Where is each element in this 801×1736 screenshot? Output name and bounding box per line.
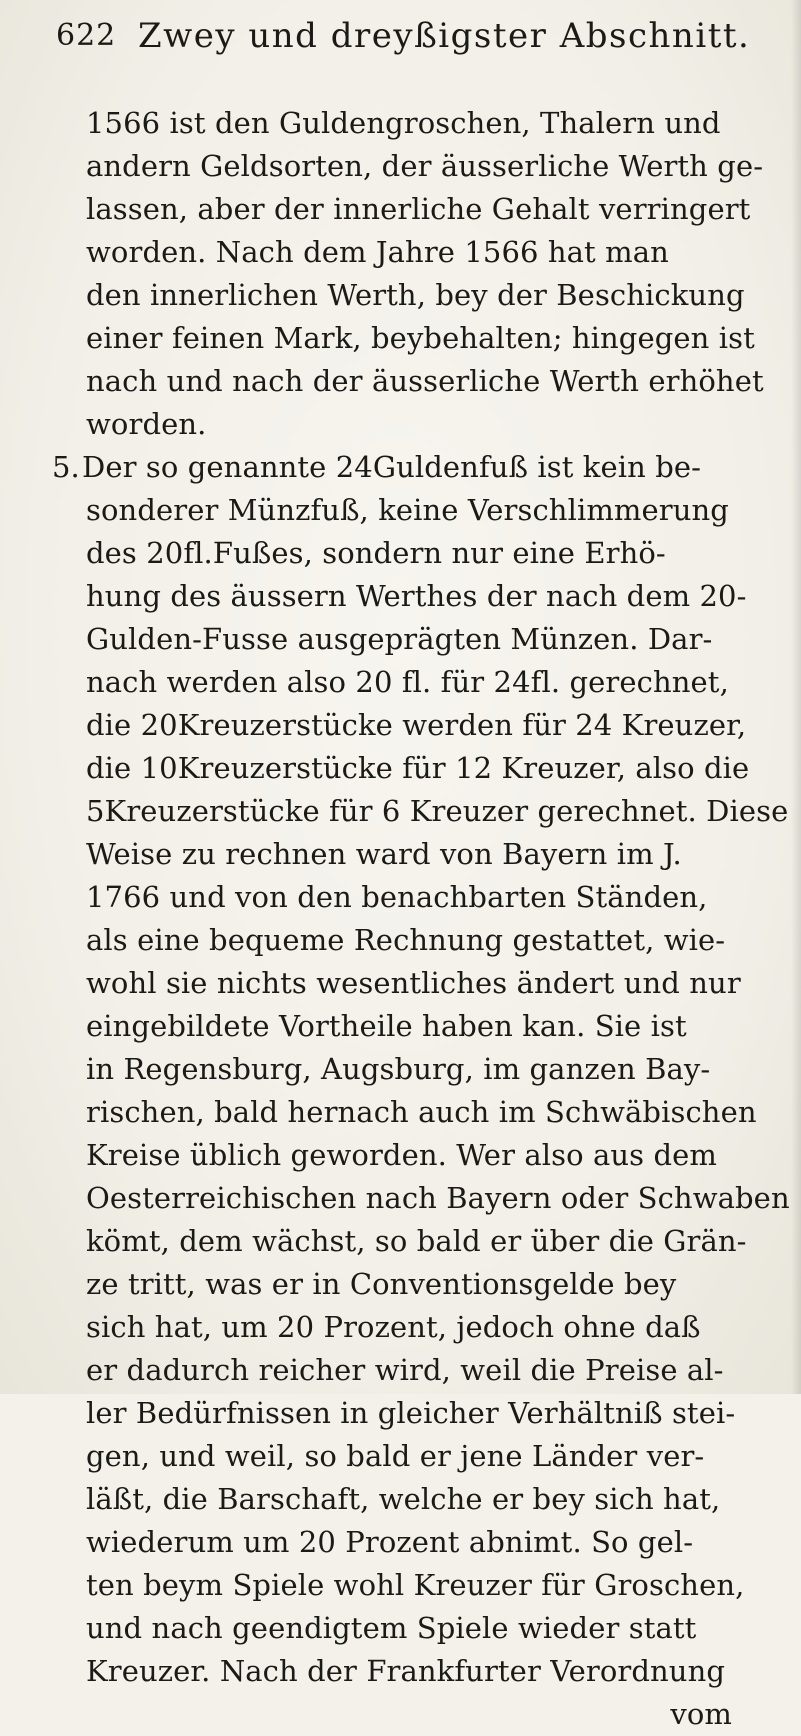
paragraph-number: 5. [52, 450, 80, 484]
text-line: Kreuzer. Nach der Frankfurter Verordnung [86, 1654, 726, 1688]
page-header [56, 8, 776, 68]
text-line: als eine bequeme Rechnung gestattet, wie- [86, 923, 726, 957]
text-line: wiederum um 20 Prozent abnimt. So gel- [86, 1525, 694, 1559]
page-edge-shadow [791, 0, 801, 1394]
text-line: kömt, dem wächst, so bald er über die Grän- [86, 1224, 747, 1258]
text-line: worden. [86, 407, 207, 441]
running-title: Zwey und dreyßigster Abschnitt. [138, 16, 751, 56]
text-line: Weise zu rechnen ward von Bayern im J. [86, 837, 682, 871]
paragraph-start-line [52, 446, 732, 489]
text-line: 1766 und von den benachbarten Ständen, [86, 880, 708, 914]
text-line: in Regensburg, Augsburg, im ganzen Bay- [86, 1052, 711, 1086]
text-line: Der so genannte 24Guldenfuß ist kein be- [82, 450, 702, 484]
text-line: Oesterreichischen nach Bayern oder Schwaben [86, 1181, 790, 1215]
text-line: 5Kreuzerstücke für 6 Kreuzer gerechnet. Diese [86, 794, 789, 828]
text-line: des 20fl.Fußes, sondern nur eine Erhö- [86, 536, 666, 570]
text-line: den innerlichen Werth, bey der Beschickung [86, 278, 745, 312]
text-line: Kreise üblich geworden. Wer also aus dem [86, 1138, 717, 1172]
text-line: läßt, die Barschaft, welche er bey sich hat, [86, 1482, 721, 1516]
text-line: andern Geldsorten, der äusserliche Werth ge- [86, 149, 764, 183]
page-number: 622 [56, 18, 117, 53]
text-line: nach und nach der äusserliche Werth erhöhet [86, 364, 764, 398]
text-line: sich hat, um 20 Prozent, jedoch ohne daß [86, 1310, 701, 1344]
text-line: ler Bedürfnissen in gleicher Verhältniß stei- [86, 1396, 736, 1430]
text-line: einer feinen Mark, beybehalten; hingegen ist [86, 321, 755, 355]
text-line: Gulden-Fusse ausgeprägten Münzen. Dar- [86, 622, 713, 656]
text-line: die 10Kreuzerstücke für 12 Kreuzer, also die [86, 751, 750, 785]
text-line: nach werden also 20 fl. für 24fl. gerechnet, [86, 665, 729, 699]
text-line: sonderer Münzfuß, keine Verschlimmerung [86, 493, 729, 527]
text-line: 1566 ist den Guldengroschen, Thalern und [86, 106, 721, 140]
catchword: vom [670, 1697, 732, 1731]
text-line: und nach geendigtem Spiele wieder statt [86, 1611, 697, 1645]
text-line: gen, und weil, so bald er jene Länder ver- [86, 1439, 705, 1473]
text-line: die 20Kreuzerstücke werden für 24 Kreuzer, [86, 708, 747, 742]
text-line: eingebildete Vortheile haben kan. Sie ist [86, 1009, 687, 1043]
text-line: worden. Nach dem Jahre 1566 hat man [86, 235, 669, 269]
text-line: er dadurch reicher wird, weil die Preise al- [86, 1353, 724, 1387]
text-line: ze tritt, was er in Conventionsgelde bey [86, 1267, 677, 1301]
text-line: hung des äussern Werthes der nach dem 20- [86, 579, 747, 613]
text-line: lassen, aber der innerliche Gehalt verringert [86, 192, 751, 226]
body-text [52, 102, 790, 1736]
text-line: wohl sie nichts wesentliches ändert und nur [86, 966, 741, 1000]
text-line: ten beym Spiele wohl Kreuzer für Groschen, [86, 1568, 745, 1602]
text-line: rischen, bald hernach auch im Schwäbischen [86, 1095, 757, 1129]
